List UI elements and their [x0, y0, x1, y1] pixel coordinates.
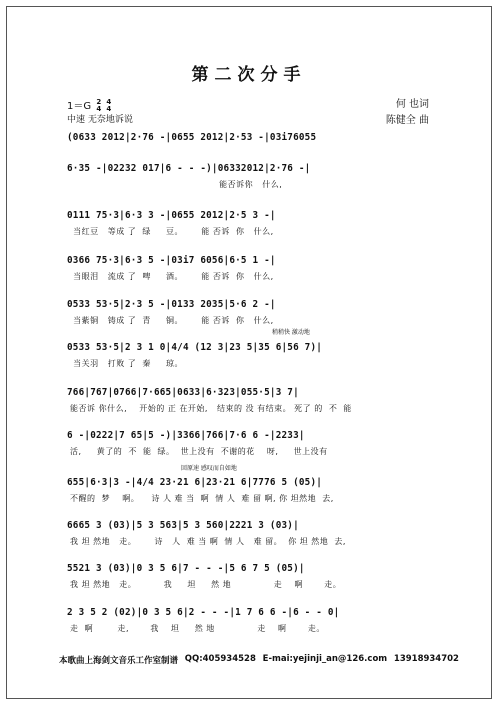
composer-credit: 陈健全 曲 — [385, 115, 429, 126]
staff-line-6: 0533 53·5|2 3 1 0|4/4 (12 3|23 5|35 6|56 7)| — [67, 342, 323, 353]
key-label: 1＝G — [67, 101, 92, 112]
staff-line-5: 0533 53·5|2·3 5 -|0133 2035|5·6 2 -| — [67, 299, 276, 310]
lyricist-credit: 何 也词 — [395, 99, 429, 110]
staff-line-3: 0111 75·3|6·3 3 -|0655 2012|2·5 3 -| — [67, 210, 276, 221]
staff-line-4: 0366 75·3|6·3 5 -|03i7 6056|6·5 1 -| — [67, 255, 276, 266]
key-signature — [67, 97, 111, 113]
meter-two: 4 4 — [106, 98, 112, 113]
staff-line-2: 6·35 -|02232 017|6 - - -)|06332012|2·76 -| — [67, 163, 311, 174]
lyric-line-9: 不醒的 梦 啊。 诗 人 难 当 啊 情 人 难 留 啊, 你 坦然地 去, — [67, 494, 334, 503]
footer-email: E-mai:yejinji_an@126.com — [262, 654, 388, 664]
tempo-annotation-2: 回原速 感叹而自如地 — [181, 465, 237, 472]
staff-line-7: 766|767|0766|7·665|0633|6·323|055·5|3 7| — [67, 387, 299, 398]
lyric-line-7: 能否诉 你什么, 开始的 正 在开始, 结束的 没 有结束。 死了 的 不 能 — [67, 404, 352, 413]
lyric-line-3: 当红豆 等成 了 绿 豆。 能 否诉 你 什么, — [67, 227, 274, 236]
staff-line-11: 5521 3 (03)|0 3 5 6|7 - - -|5 6 7 5 (05)| — [67, 563, 305, 574]
lyric-line-5: 当紫铜 铸成 了 青 铜。 能 否诉 你 什么, — [67, 316, 274, 325]
meter-one: 2 4 — [96, 98, 102, 113]
staff-line-1: (0633 2012|2·76 -|0655 2012|2·53 -|03i76055 — [67, 132, 317, 143]
score-page — [6, 6, 492, 699]
staff-line-12: 2 3 5 2 (02)|0 3 5 6|2 - - -|1 7 6 6 -|6 - - 0| — [67, 607, 340, 618]
footer-phone: 13918934702 — [393, 654, 459, 664]
lyric-line-8: 活, 黄了的 不 能 绿。 世上没有 不谢的花 呀, 世上没有 — [67, 447, 328, 456]
lyric-line-6: 当关羽 打败 了 秦 琼。 — [67, 359, 184, 368]
lyric-line-10: 我 坦 然地 走。 诗 人 难 当 啊 情 人 难 留。 你 坦 然地 去, — [67, 537, 346, 546]
song-title: 第二次分手 — [191, 65, 307, 85]
lyric-line-4: 当眼泪 流成 了 啤 酒。 能 否诉 你 什么, — [67, 272, 274, 281]
staff-line-9: 655|6·3|3 -|4/4 23·21 6|23·21 6|7776 5 (05)| — [67, 477, 323, 488]
lyric-line-11: 我 坦 然地 走。 我 坦 然 地 走 啊 走。 — [67, 580, 342, 589]
staff-line-8: 6 -|0222|7 65|5 -)|3366|766|7·6 6 -|2233| — [67, 430, 305, 441]
tempo-annotation-1: 稍稍快 激动地 — [272, 329, 310, 336]
tempo-marking: 中速 无奈地诉说 — [67, 115, 133, 125]
footer-qq: QQ:405934528 — [184, 654, 256, 664]
lyric-line-12: 走 啊 走, 我 坦 然 地 走 啊 走。 — [67, 624, 325, 633]
footer — [59, 654, 459, 666]
lyric-line-2: 能否诉你 什么, — [67, 180, 283, 189]
staff-line-10: 6665 3 (03)|5 3 563|5 3 560|2221 3 (03)| — [67, 520, 299, 531]
footer-studio: 本歌曲上海剑文音乐工作室制谱 — [59, 656, 179, 666]
